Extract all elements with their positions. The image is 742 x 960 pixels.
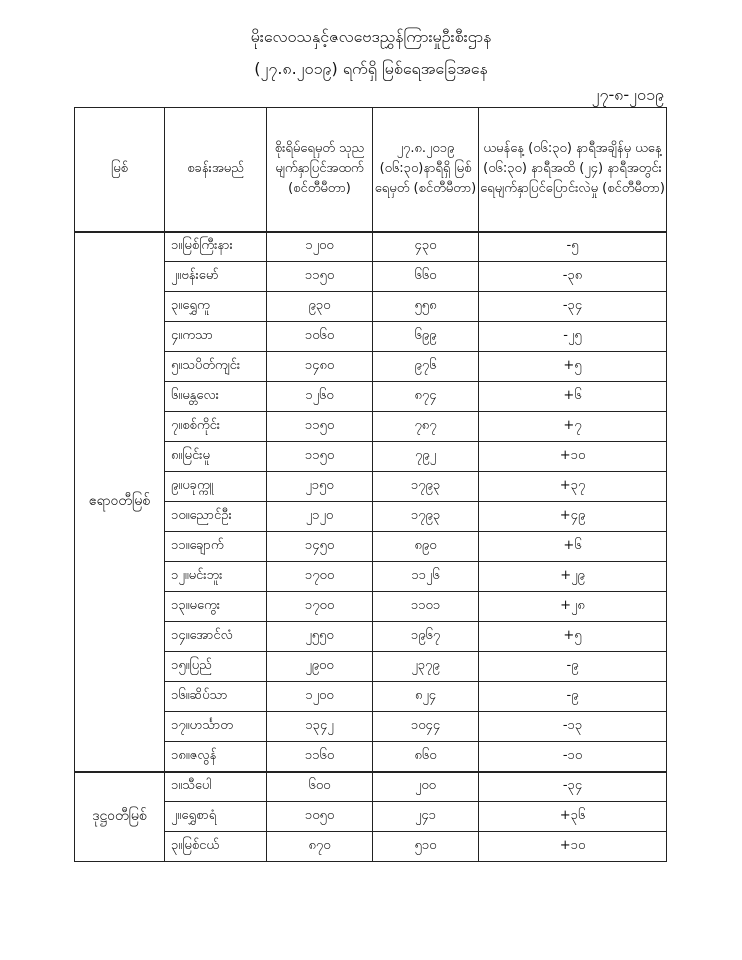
danger-level: ၈၇၀ (267, 832, 373, 862)
station-name: ၃။မြစ်ငယ် (165, 832, 267, 862)
danger-level: ၂၅၅၀ (267, 622, 373, 652)
level-change: +၅ (479, 622, 667, 652)
level-change: +၄၉ (479, 502, 667, 532)
level-change: -၁၀ (479, 742, 667, 772)
current-level: ၈၇၄ (373, 382, 479, 412)
station-name: ၂။ဗန်းမော် (165, 262, 267, 292)
level-change: +၁၀ (479, 442, 667, 472)
table-header (75, 108, 667, 232)
table-body (75, 232, 667, 862)
table-row (75, 232, 667, 262)
river-name: ဧရာဝတီမြစ် (75, 232, 165, 772)
current-level: ၉၇၆ (373, 352, 479, 382)
current-level: ၁၉၆၇ (373, 622, 479, 652)
danger-level: ၁၀၆၀ (267, 322, 373, 352)
river-name: ဒုဋ္ဌဝတီမြစ် (75, 772, 165, 862)
header-river: မြစ် (75, 108, 165, 232)
danger-level: ၂၁၅၀ (267, 472, 373, 502)
danger-level: ၁၁၅၀ (267, 412, 373, 442)
current-level: ၅၁၀ (373, 832, 479, 862)
current-level: ၁၇၉၃ (373, 472, 479, 502)
current-level: ၆၉၉ (373, 322, 479, 352)
danger-level: ၆၀၀ (267, 772, 373, 802)
current-level: ၂၃၇၉ (373, 652, 479, 682)
level-change: +၆ (479, 532, 667, 562)
current-level: ၄၃၀ (373, 232, 479, 262)
danger-level: ၁၇၀၀ (267, 592, 373, 622)
current-level: ၁၇၉၃ (373, 502, 479, 532)
report-date: ၂၇-၈-၂၀၁၉ (591, 85, 664, 104)
danger-level: ၁၁၆၀ (267, 742, 373, 772)
current-level: ၂၄၁ (373, 802, 479, 832)
danger-level: ၂၉၀၀ (267, 652, 373, 682)
danger-level: ၁၁၅၀ (267, 262, 373, 292)
level-change: +၂၈ (479, 592, 667, 622)
station-name: ၁၀။ညောင်ဦး (165, 502, 267, 532)
level-change: +၂၉ (479, 562, 667, 592)
level-change: -၉ (479, 682, 667, 712)
danger-level: ၁၄၅၀ (267, 532, 373, 562)
station-name: ၈။မြင်းမူ (165, 442, 267, 472)
level-change: +၆ (479, 382, 667, 412)
danger-level: ၁၁၅၀ (267, 442, 373, 472)
level-change: -၃၈ (479, 262, 667, 292)
level-change: -၃၄ (479, 772, 667, 802)
current-level: ၈၂၄ (373, 682, 479, 712)
station-name: ၁။သီပေါ (165, 772, 267, 802)
station-name: ၁၈။ဇလွန် (165, 742, 267, 772)
current-level: ၁၁၂၆ (373, 562, 479, 592)
current-level: ၂၀၀ (373, 772, 479, 802)
danger-level: ၉၃၀ (267, 292, 373, 322)
level-change: +၁၀ (479, 832, 667, 862)
danger-level: ၁၇၀၀ (267, 562, 373, 592)
level-change: -၉ (479, 652, 667, 682)
level-change: +၇ (479, 412, 667, 442)
danger-level: ၁၀၅၀ (267, 802, 373, 832)
danger-level: ၁၃၄၂ (267, 712, 373, 742)
level-change: -၃၄ (479, 292, 667, 322)
danger-level: ၂၁၂၀ (267, 502, 373, 532)
level-change: -၂၅ (479, 322, 667, 352)
current-level: ၆၆၀ (373, 262, 479, 292)
danger-level: ၁၄၈၀ (267, 352, 373, 382)
station-name: ၁၄။အောင်လံ (165, 622, 267, 652)
station-name: ၂။ရွှေစာရံ (165, 802, 267, 832)
header-24h-change: ယမန်နေ့ (၀၆:၃၀) နာရီအချိန်မှ ယနေ့ (၀၆:၃၀) နာရီအထိ (၂၄) နာရီအတွင်း ရေမျက်နှာပြင်ပြောင်းလဲမှု (စင်တီမီတာ) (479, 108, 667, 232)
station-name: ၁၅။ပြည် (165, 652, 267, 682)
station-name: ၃။ရွှေကူ (165, 292, 267, 322)
header-station: စခန်းအမည် (165, 108, 267, 232)
station-name: ၁၇။ဟင်္သာတ (165, 712, 267, 742)
station-name: ၇။စစ်ကိုင်း (165, 412, 267, 442)
level-change: -၅ (479, 232, 667, 262)
river-level-table (74, 107, 667, 862)
header-current-level: ၂၇.၈.၂၀၁၉ (၀၆:၃၀)နာရီရှိ မြစ်ရေမှတ် (စင်တီမီတာ) (373, 108, 479, 232)
danger-level: ၁၂၀၀ (267, 232, 373, 262)
station-name: ၆။မန္တလေး (165, 382, 267, 412)
danger-level: ၁၂၆၀ (267, 382, 373, 412)
current-level: ၇၉၂ (373, 442, 479, 472)
report-title: မိုးလေဝသနှင့်ဇလဗေဒညွှန်ကြားမှုဦးစီးဌာန (250, 27, 492, 46)
station-name: ၁၃။မကွေး (165, 592, 267, 622)
header-danger-level: စိုးရိမ်ရေမှတ် သုညမျက်နှာပြင်အထက် (စင်တီမီတာ) (267, 108, 373, 232)
station-name: ၁၆။ဆိပ်သာ (165, 682, 267, 712)
table-row (75, 772, 667, 802)
current-level: ၈၆၀ (373, 742, 479, 772)
station-name: ၁၁။ချောက် (165, 532, 267, 562)
current-level: ၈၉၀ (373, 532, 479, 562)
level-change: -၁၃ (479, 712, 667, 742)
station-name: ၁။မြစ်ကြီးနား (165, 232, 267, 262)
station-name: ၄။ကသာ (165, 322, 267, 352)
station-name: ၁၂။မင်းဘူး (165, 562, 267, 592)
header-row (75, 108, 667, 232)
level-change: +၅ (479, 352, 667, 382)
current-level: ၁၀၄၄ (373, 712, 479, 742)
danger-level: ၁၂၀၀ (267, 682, 373, 712)
station-name: ၉။ပခုက္ကူ (165, 472, 267, 502)
current-level: ၅၅၈ (373, 292, 479, 322)
level-change: +၃၇ (479, 472, 667, 502)
current-level: ၁၁၀၁ (373, 592, 479, 622)
station-name: ၅။သပိတ်ကျင်း (165, 352, 267, 382)
report-subtitle: (၂၇.၈.၂၀၁၉) ရက်ရှိ မြစ်ရေအခြေအနေ (254, 59, 488, 78)
level-change: +၃၆ (479, 802, 667, 832)
current-level: ၇၈၇ (373, 412, 479, 442)
